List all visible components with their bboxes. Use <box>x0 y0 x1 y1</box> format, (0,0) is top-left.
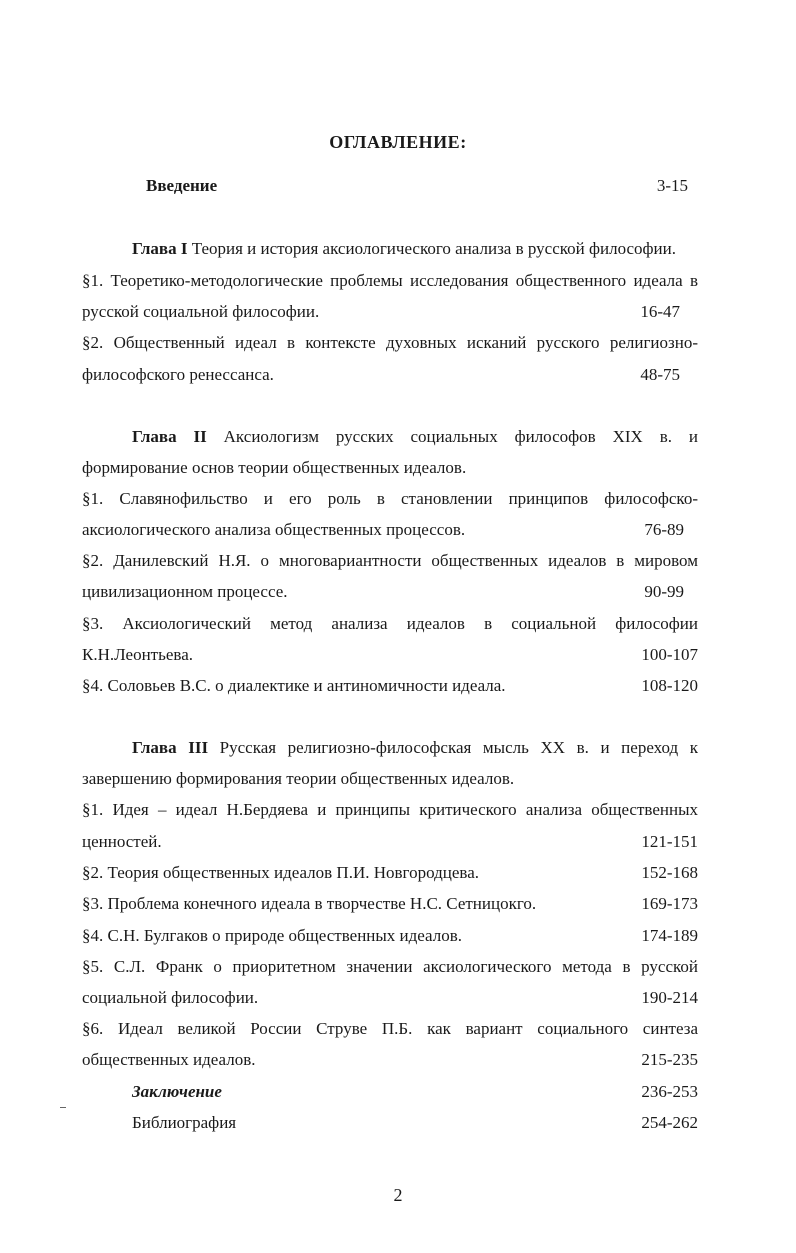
toc-entry-1-2-line2 <box>82 363 698 387</box>
chapter-title: завершению формирования теории общественных идеалов. <box>82 769 515 788</box>
entry-pages: 254-262 <box>641 1113 698 1132</box>
entry-pages: 174-189 <box>641 926 698 945</box>
toc-entry-2-1-line1 <box>82 487 698 511</box>
toc-entry-2-4 <box>82 674 698 698</box>
chapter-title: формирование основ теории общественных идеалов. <box>82 458 467 477</box>
chapter-label: Глава I <box>132 239 188 258</box>
chapter-label: Глава II <box>132 427 207 446</box>
entry-text: общественных идеалов. <box>82 1050 256 1069</box>
toc-entry-1-1-line1 <box>82 269 698 293</box>
scan-speck <box>60 1107 66 1108</box>
entry-label: Библиография <box>132 1113 237 1132</box>
entry-text: §2. Теория общественных идеалов П.И. Новгородцева. <box>82 863 479 882</box>
chapter-1-heading <box>132 237 698 261</box>
entry-pages: 190-214 <box>641 988 698 1007</box>
entry-text: §4. Соловьев В.С. о диалектике и антиномичности идеала. <box>82 676 506 695</box>
toc-entry-1-1-line2 <box>82 300 698 324</box>
toc-entry-3-1-line1 <box>82 798 698 822</box>
chapter-title: Теория и история аксиологического анализа в русской философии. <box>191 239 677 258</box>
entry-text: §1. Идея – идеал Н.Бердяева и принципы критического анализа общественных <box>82 800 698 819</box>
entry-label: Заключение <box>132 1082 222 1101</box>
entry-pages: 3-15 <box>656 176 688 195</box>
toc-entry-introduction <box>146 174 698 198</box>
entry-text: §5. С.Л. Франк о приоритетном значении аксиологического метода в русской <box>82 957 698 976</box>
toc-entry-3-3 <box>82 892 698 916</box>
entry-text: К.Н.Леонтьева. <box>82 645 193 664</box>
entry-text: §1. Теоретико-методологические проблемы исследования общественного идеала в <box>82 271 698 290</box>
chapter-heading <box>132 736 698 760</box>
toc-entry-conclusion <box>132 1080 698 1104</box>
entry-text: §4. С.Н. Булгаков о природе общественных идеалов. <box>82 926 463 945</box>
entry-text: §2. Данилевский Н.Я. о многовариантности общественных идеалов в мировом <box>82 551 698 570</box>
entry-label: Введение <box>146 176 218 195</box>
toc-entry-3-2 <box>82 861 698 885</box>
entry-pages: 152-168 <box>641 863 698 882</box>
entry-pages: 16-47 <box>640 302 680 321</box>
chapter-title: Русская религиозно-философская мысль XX в. и переход к <box>219 738 699 757</box>
entry-pages: 121-151 <box>641 832 698 851</box>
entry-text: §1. Славянофильство и его роль в становлении принципов философско- <box>82 489 698 508</box>
toc-entry-3-5-line1 <box>82 955 698 979</box>
entry-pages: 76-89 <box>644 520 684 539</box>
entry-text: §3. Аксиологический метод анализа идеалов в социальной философии <box>82 614 698 633</box>
toc-entry-3-5-line2 <box>82 986 698 1010</box>
toc-entry-2-3-line2 <box>82 643 698 667</box>
entry-text: философского ренессанса. <box>82 365 274 384</box>
toc-entry-2-1-line2 <box>82 518 698 542</box>
entry-pages: 108-120 <box>641 676 698 695</box>
entry-text: цивилизационном процессе. <box>82 582 288 601</box>
entry-text: ценностей. <box>82 832 162 851</box>
entry-text: §6. Идеал великой России Струве П.Б. как вариант социального синтеза <box>82 1019 698 1038</box>
toc-entry-2-2-line1 <box>82 549 698 573</box>
chapter-2-heading-line2 <box>82 456 698 480</box>
chapter-3-heading-line1 <box>132 736 698 760</box>
page-number: 2 <box>393 1185 403 1205</box>
toc-entry-3-6-line1 <box>82 1017 698 1041</box>
entry-pages: 90-99 <box>644 582 684 601</box>
entry-text: аксиологического анализа общественных процессов. <box>82 520 466 539</box>
entry-text: русской социальной философии. <box>82 302 320 321</box>
entry-pages: 100-107 <box>641 645 698 664</box>
toc-entry-bibliography <box>132 1111 698 1135</box>
chapter-heading <box>132 425 698 449</box>
chapter-3-heading-line2 <box>82 767 698 791</box>
toc-entry-2-2-line2 <box>82 580 698 604</box>
chapter-title: Аксиологизм русских социальных философов XIX в. и <box>223 427 698 446</box>
toc-entry-3-1-line2 <box>82 830 698 854</box>
entry-text: §3. Проблема конечного идеала в творчестве Н.С. Сетницокго. <box>82 894 537 913</box>
entry-text: §2. Общественный идеал в контексте духовных исканий русского религиозно- <box>82 333 698 352</box>
entry-pages: 169-173 <box>641 894 698 913</box>
entry-pages: 215-235 <box>641 1050 698 1069</box>
chapter-2-heading-line1 <box>132 425 698 449</box>
toc-entry-1-2-line1 <box>82 331 698 355</box>
page-title: ОГЛАВЛЕНИЕ: <box>329 132 467 152</box>
toc-entry-2-3-line1 <box>82 612 698 636</box>
entry-pages: 236-253 <box>641 1082 698 1101</box>
toc-entry-3-4 <box>82 924 698 948</box>
entry-text: социальной философии. <box>82 988 259 1007</box>
toc-entry-3-6-line2 <box>82 1048 698 1072</box>
chapter-label: Глава III <box>132 738 209 757</box>
entry-pages: 48-75 <box>640 365 680 384</box>
